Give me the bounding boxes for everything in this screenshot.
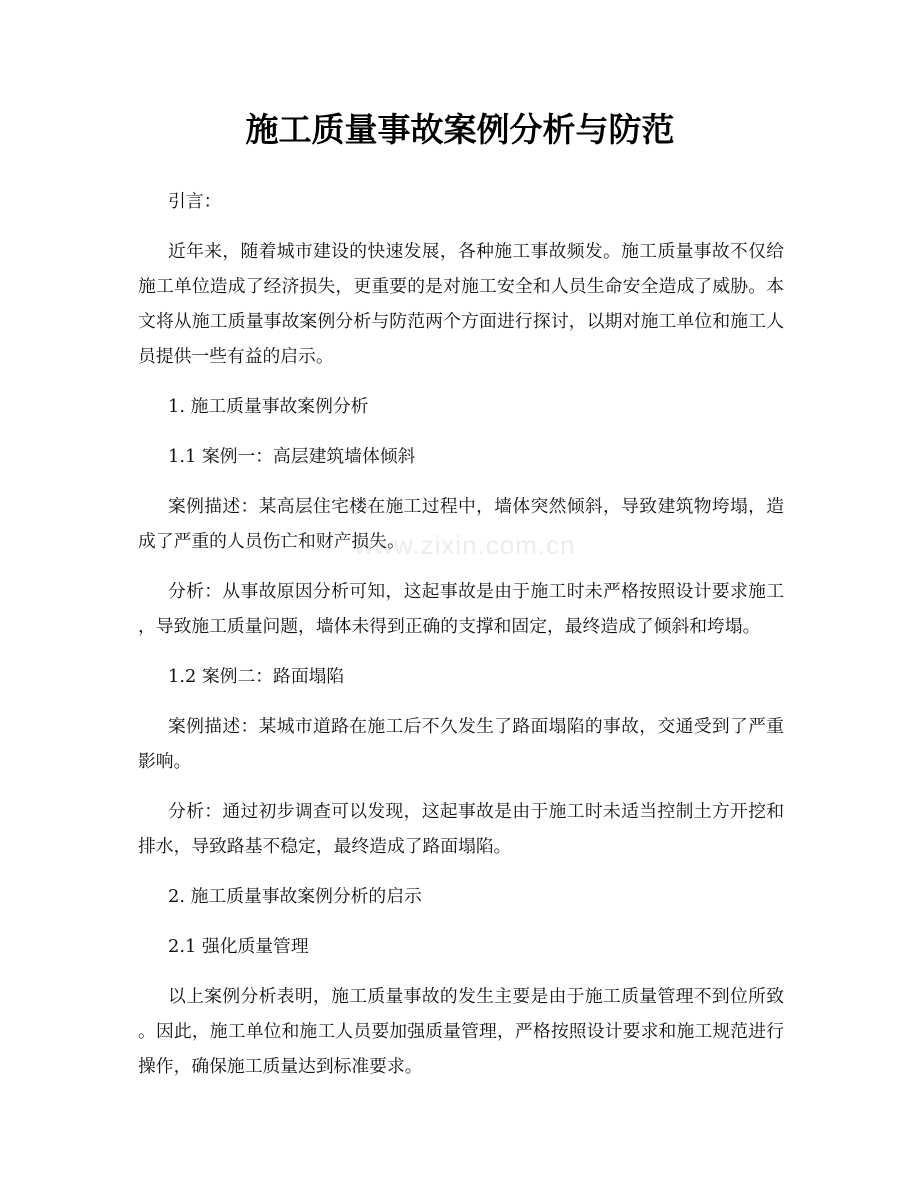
- paragraph-line: 操作，确保施工质量达到标准要求。: [138, 1056, 423, 1077]
- paragraph-line: 。因此，施工单位和施工人员要加强质量管理，严格按照设计要求和施工规范进行: [138, 1021, 784, 1042]
- subsection-heading-1-1: [138, 439, 784, 474]
- subsection-heading: 2.1 强化质量管理: [168, 936, 309, 957]
- paragraph-line: 案例描述：某城市道路在施工后不久发生了路面塌陷的事故，交通受到了严重: [168, 716, 784, 737]
- paragraph-line: 分析：从事故原因分析可知，这起事故是由于施工时未严格按照设计要求施工: [168, 581, 784, 602]
- paragraph-line: 以上案例分析表明，施工质量事故的发生主要是由于施工质量管理不到位所致: [168, 986, 784, 1007]
- intro-paragraph: [138, 234, 784, 374]
- case2-analysis: [138, 794, 784, 864]
- subsection-heading-2-1: [138, 929, 784, 964]
- paragraph-line: 影响。: [138, 751, 192, 772]
- paragraph-line: 分析：通过初步调查可以发现，这起事故是由于施工时未适当控制土方开挖和: [168, 801, 784, 822]
- quality-management-paragraph: [138, 979, 784, 1084]
- subsection-heading-1-2: [138, 659, 784, 694]
- section-heading: 1. 施工质量事故案例分析: [168, 396, 369, 417]
- paragraph-line: 成了严重的人员伤亡和财产损失。: [138, 531, 405, 552]
- case2-description: [138, 709, 784, 779]
- watermark: www.zixin.com.cn: [354, 530, 576, 560]
- case1-analysis: [138, 574, 784, 644]
- intro-label: 引言：: [168, 191, 222, 212]
- paragraph-line: 施工单位造成了经济损失，更重要的是对施工安全和人员生命安全造成了威胁。本: [138, 276, 784, 297]
- section-heading: 2. 施工质量事故案例分析的启示: [168, 886, 422, 907]
- paragraph-line: 排水，导致路基不稳定，最终造成了路面塌陷。: [138, 836, 512, 857]
- paragraph-line: 案例描述：某高层住宅楼在施工过程中，墙体突然倾斜，导致建筑物垮塌，造: [168, 496, 784, 517]
- intro-heading: [138, 184, 784, 219]
- paragraph-line: 文将从施工质量事故案例分析与防范两个方面进行探讨，以期对施工单位和施工人: [138, 311, 784, 332]
- paragraph-line: ，导致施工质量问题，墙体未得到正确的支撑和固定，最终造成了倾斜和垮塌。: [138, 616, 761, 637]
- paragraph-line: 员提供一些有益的启示。: [138, 346, 334, 367]
- subsection-heading: 1.1 案例一：高层建筑墙体倾斜: [168, 446, 416, 467]
- document-title: 施工质量事故案例分析与防范: [245, 110, 675, 149]
- section-heading-2: [138, 879, 784, 914]
- section-heading-1: [138, 389, 784, 424]
- document-body: [138, 184, 784, 1099]
- paragraph-line: 近年来，随着城市建设的快速发展，各种施工事故频发。施工质量事故不仅给: [168, 241, 784, 262]
- subsection-heading: 1.2 案例二：路面塌陷: [168, 666, 345, 687]
- case1-description: [138, 489, 784, 559]
